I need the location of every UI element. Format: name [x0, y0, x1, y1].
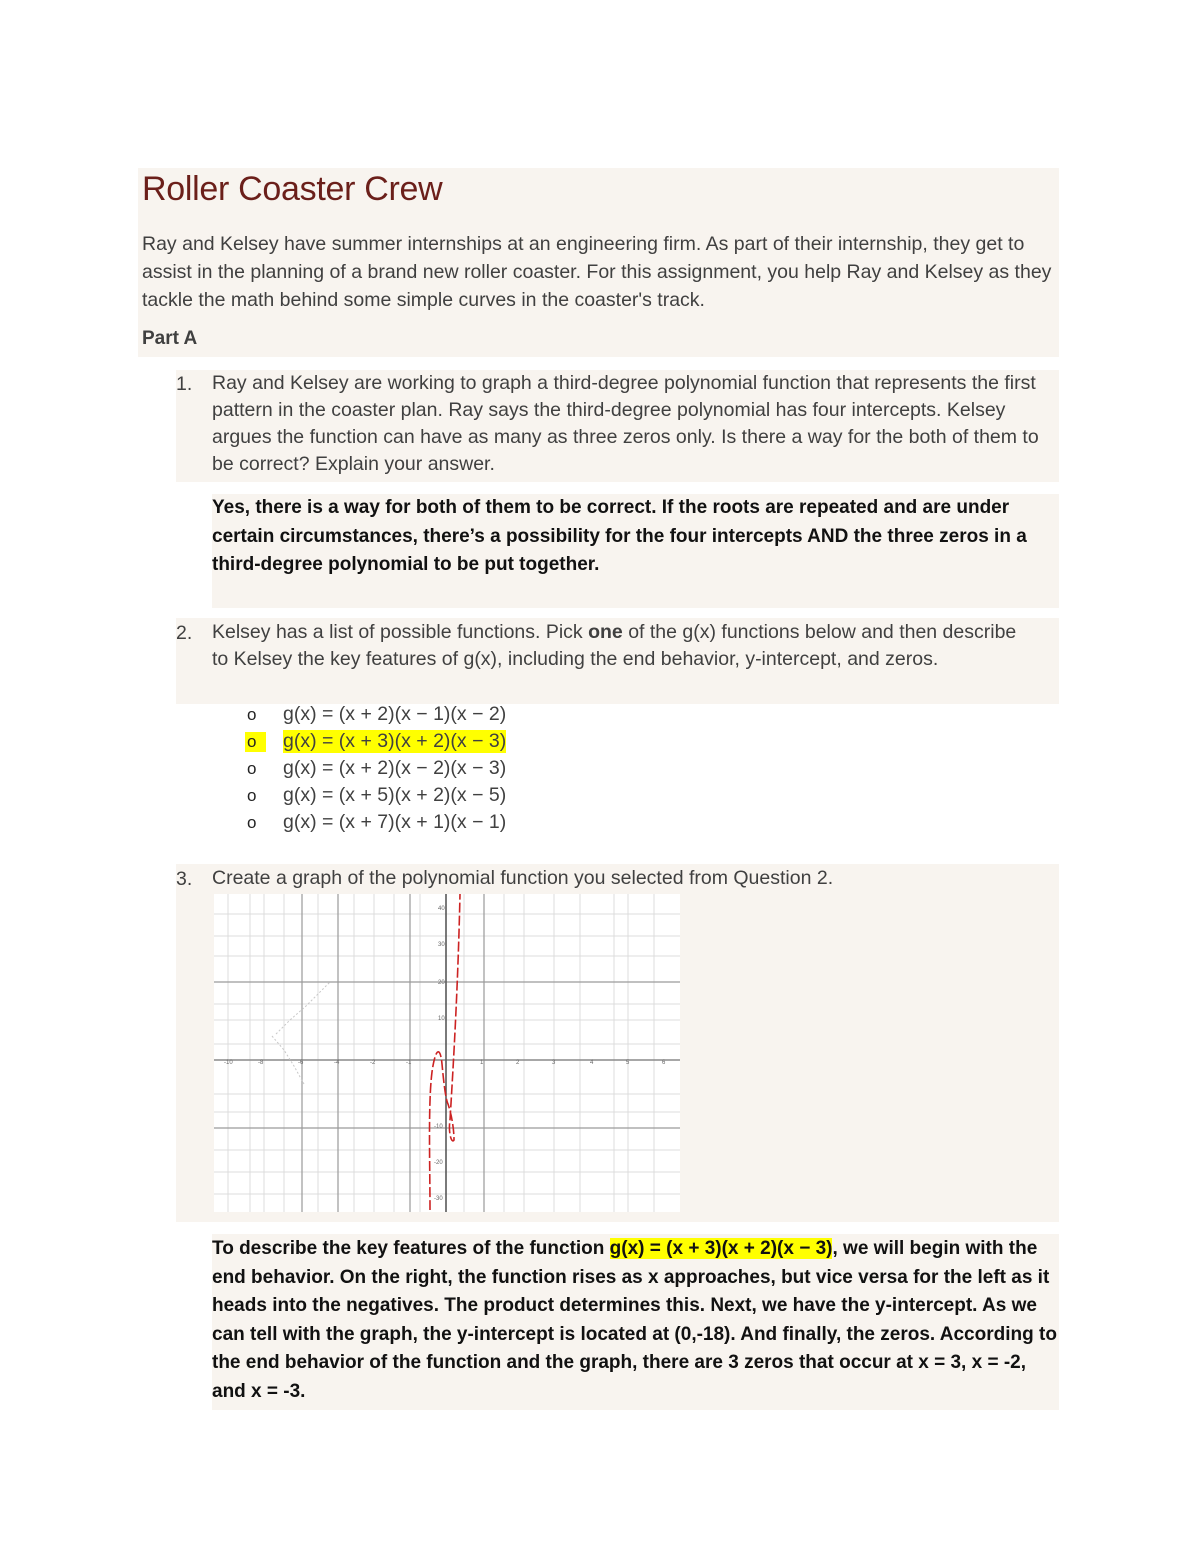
q1-answer: Yes, there is a way for both of them to be correct. If the roots are repeated and are under certain circumstances, there’s a possibility for the four intercepts AND the three zeros in a third-degree polynomial to be put together. — [212, 497, 1027, 575]
svg-text:1: 1 — [480, 1060, 484, 1066]
q1-text: Ray and Kelsey are working to graph a third-degree polynomial function that represents the first pattern in the coaster plan. Ray says the third-degree polynomial has four intercepts. Kelsey argues the function can have as many as three zeros only. Is there a way for the both of them to be correct? Explain your answer. — [212, 372, 1039, 475]
q2-text-part1: Kelsey has a list of possible functions. Pick — [212, 621, 589, 643]
svg-text:-10: -10 — [434, 1124, 443, 1130]
q3-answer-part2: , we will begin with the end behavior. On the right, the function rises as x approaches, but vice versa for the left as it heads into the negatives. The product determines this. Next, we have the y-intercept. As we can tell with the graph, the y-intercept is located at (0,-18). And finally, the zeros. According to the end behavior of the function and the graph, there are 3 zeros that occur at x = 3, x = -2, and x = -3. — [212, 1238, 1057, 1402]
function-graph — [214, 894, 680, 1212]
svg-text:6: 6 — [662, 1060, 666, 1066]
svg-text:-4: -4 — [334, 1060, 340, 1066]
option-bullet-selected: o — [245, 732, 266, 752]
graph-svg — [214, 894, 680, 1212]
function-option-1: g(x) = (x + 2)(x − 1)(x − 2) — [283, 703, 507, 725]
function-option-5: g(x) = (x + 7)(x + 1)(x − 1) — [283, 811, 507, 833]
svg-text:20: 20 — [438, 980, 445, 986]
page-title: Roller Coaster Crew — [142, 170, 443, 208]
svg-text:10: 10 — [438, 1016, 445, 1022]
q2-text-bold: one — [588, 621, 623, 643]
svg-text:-20: -20 — [434, 1160, 443, 1166]
svg-text:-2: -2 — [370, 1060, 376, 1066]
svg-text:5: 5 — [626, 1060, 630, 1066]
q3-text: Create a graph of the polynomial function you selected from Question 2. — [212, 867, 834, 889]
q2-text-part2: of the g(x) functions below and then describe to Kelsey the key features of g(x), including the end behavior, y-intercept, and zeros. — [212, 621, 1017, 670]
function-option-2-selected: g(x) = (x + 3)(x + 2)(x − 3) — [283, 730, 507, 752]
svg-text:-8: -8 — [258, 1060, 264, 1066]
svg-text:-1: -1 — [406, 1060, 412, 1066]
intro-paragraph: Ray and Kelsey have summer internships at an engineering firm. As part of their internship, they get to assist in the planning of a brand new roller coaster. For this assignment, you help Ray and Kelsey as they tackle the math behind some simple curves in the coaster's track. — [142, 233, 1052, 311]
svg-text:3: 3 — [552, 1060, 556, 1066]
svg-text:-6: -6 — [298, 1060, 304, 1066]
function-option-3: g(x) = (x + 2)(x − 2)(x − 3) — [283, 757, 507, 779]
q3-number: 3. — [176, 868, 193, 890]
part-heading: Part A — [142, 328, 198, 349]
q2-number: 2. — [176, 622, 193, 644]
q1-number: 1. — [176, 373, 193, 395]
option-bullet: o — [247, 759, 257, 778]
svg-text:2: 2 — [516, 1060, 520, 1066]
svg-text:30: 30 — [438, 942, 445, 948]
q2-text — [212, 619, 1032, 673]
function-option-4: g(x) = (x + 5)(x + 2)(x − 5) — [283, 784, 507, 806]
q3-answer-part1: To describe the key features of the function — [212, 1238, 610, 1259]
q3-answer — [212, 1235, 1058, 1406]
svg-text:-30: -30 — [434, 1196, 443, 1202]
q3-answer-highlight: g(x) = (x + 3)(x + 2)(x − 3) — [609, 1238, 833, 1259]
svg-text:-10: -10 — [224, 1060, 233, 1066]
svg-text:40: 40 — [438, 906, 445, 912]
svg-text:4: 4 — [590, 1060, 594, 1066]
option-bullet: o — [247, 705, 257, 724]
option-bullet: o — [247, 813, 257, 832]
option-bullet: o — [247, 786, 257, 805]
